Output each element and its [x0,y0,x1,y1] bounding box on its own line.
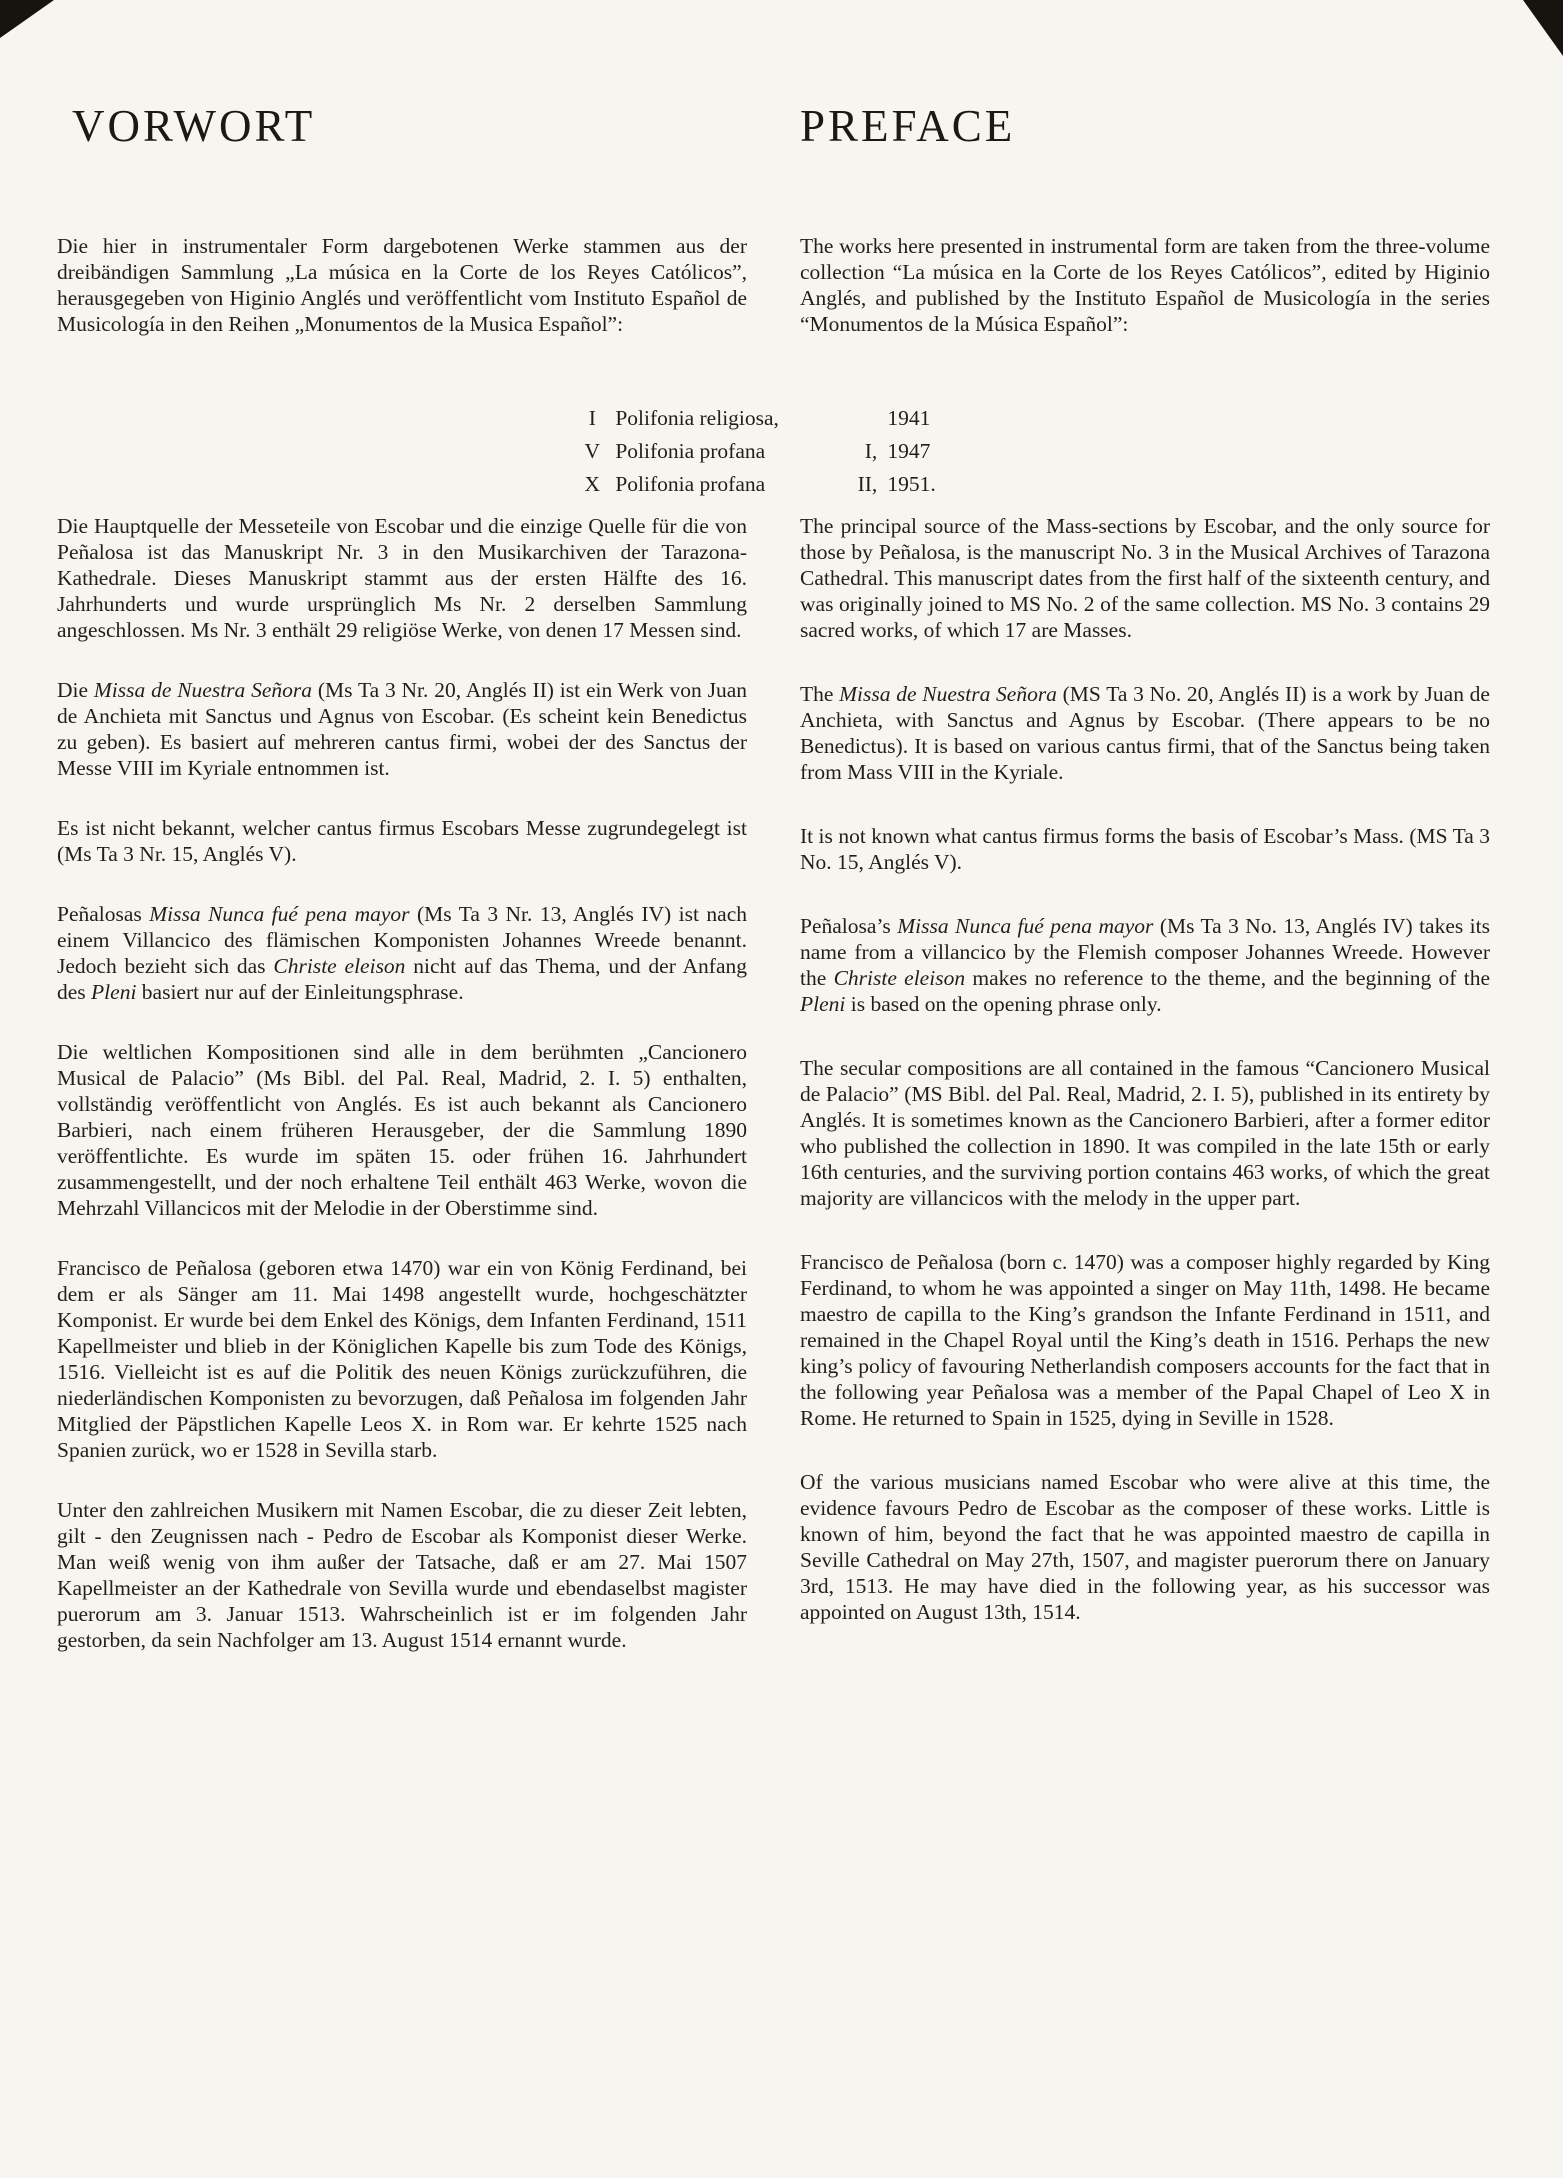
volume-year: 1951. [887,472,936,496]
volume-numeral: V [584,439,601,463]
english-paragraph-missa-nuestra: The Missa de Nuestra Señora (MS Ta 3 No. 20, Anglés II) is a work by Juan de Anchieta, with Sanctus and Agnus by Escobar. (There appears to be no Benedictus). It is based on various cantus firmi, that of the Sanctus being taken from Mass VIII in the Kyriale. [800,682,1490,784]
german-paragraph-penalosa-bio: Francisco de Peñalosa (geboren etwa 1470) war ein von König Ferdinand, bei dem er als Sänger am 11. Mai 1498 angestellt wurde, hochgeschätzter Komponist. Er wurde bei dem Enkel des Königs, dem Infanten Ferdinand, 1511 Kapellmeister und blieb in der Königlichen Kapelle bis zum Tode des Königs, 1516. Vielleicht ist es auf die Politik des neuen Königs zurückzuführen, die niederländischen Komponisten zu bevorzugen, daß Peñalosa im folgenden Jahr Mitglied der Päpstlichen Kapelle Leos X. in Rom war. Er kehrte 1525 nach Spanien zurück, wo er 1528 in Sevilla starb. [57,1256,747,1462]
vorwort-heading: VORWORT [72,101,316,151]
english-paragraph-missa-nunca: Peñalosa’s Missa Nunca fué pena mayor (Ms Ta 3 No. 13, Anglés IV) takes its name from a villancico by the Flemish composer Johannes Wreede. However the Christe eleison makes no reference to the theme, and the beginning of the Pleni is based on the opening phrase only. [800,914,1490,1016]
german-paragraph-escobar-bio: Unter den zahlreichen Musikern mit Namen Escobar, die zu dieser Zeit lebten, gilt - den Zeugnissen nach - Pedro de Escobar als Komponist dieser Werke. Man weiß wenig von ihm außer der Tatsache, daß er am 27. Mai 1507 Kapellmeister an der Kathedrale von Sevilla wurde und ebendaselbst magister puerorum am 3. Januar 1513. Wahrscheinlich ist er im folgenden Jahr gestorben, da sein Nachfolger am 13. August 1514 ernannt wurde. [57,1498,747,1652]
scan-artifact-top-right-corner [1523,0,1563,56]
english-intro-paragraph: The works here presented in instrumental form are taken from the three-volume collection “La música en la Corte de los Reyes Católicos”, edited by Higinio Anglés, and published by the Instituto Español de Musicología in the series “Monumentos de la Música Español”: [800,234,1490,336]
german-paragraph-cantus-firmus: Es ist nicht bekannt, welcher cantus firmus Escobars Messe zugrundegelegt ist (Ms Ta 3 Nr. 15, Anglés V). [57,816,747,866]
english-paragraph-sources: The principal source of the Mass-sections by Escobar, and the only source for those by Peñalosa, is the manuscript No. 3 in the Musical Archives of Tarazona Cathedral. This manuscript dates from the first half of the sixteenth century, and was originally joined to MS No. 2 of the same collection. MS No. 3 contains 29 sacred works, of which 17 are Masses. [800,514,1490,642]
german-intro-column [57,233,747,337]
volume-number: II, [857,472,878,496]
preface-heading: PREFACE [800,101,1016,151]
volume-numeral: X [584,472,601,496]
volume-number [837,402,877,435]
volume-title: Polifonia religiosa, [615,406,779,430]
german-paragraph-cancionero: Die weltlichen Kompositionen sind alle in dem berühmten „Cancionero Musical de Palacio” (Ms Bibl. del Pal. Real, Madrid, 2. I. 5) enthalten, vollständig veröffentlicht von Anglés. Es ist auch bekannt als Cancionero Barbieri, nach einem früheren Herausgeber, der die Sammlung 1890 veröffentlichte. Es wurde im späten 15. oder frühen 16. Jahrhundert zusammengestellt, und der noch erhaltene Teil enthält 463 Werke, wovon die Mehrzahl Villancicos mit der Melodie in der Oberstimme sind. [57,1040,747,1220]
english-paragraph-penalosa-bio: Francisco de Peñalosa (born c. 1470) was a composer highly regarded by King Ferdinand, to whom he was appointed a singer on May 11th, 1498. He became maestro de capilla to the King’s grandson the Infante Ferdinand in 1511, and remained in the Chapel Royal until the King’s death in 1516. Perhaps the new king’s policy of favouring Netherlandish composers accounts for the fact that in the following year Peñalosa was a member of the Papal Chapel of Leo X in Rome. He returned to Spain in 1525, dying in Seville in 1528. [800,1250,1490,1430]
english-text-column [800,513,1490,1625]
english-intro-column [800,233,1490,337]
german-text-column [57,513,747,1653]
volume-title: Polifonia profana [615,439,766,463]
volume-year: 1941 [887,406,931,430]
volume-list [579,402,935,501]
german-paragraph-missa-nuestra: Die Missa de Nuestra Señora (Ms Ta 3 Nr. 20, Anglés II) ist ein Werk von Juan de Anchieta mit Sanctus und Agnus von Escobar. (Es scheint kein Benedictus zu geben). Es basiert auf mehreren cantus firmi, wobei der des Sanctus der Messe VIII im Kyriale entnommen ist. [57,678,747,780]
german-paragraph-missa-nunca: Peñalosas Missa Nunca fué pena mayor (Ms Ta 3 Nr. 13, Anglés IV) ist nach einem Villancico des flämischen Komponisten Johannes Wreede benannt. Jedoch bezieht sich das Christe eleison nicht auf das Thema, und der Anfang des Pleni basiert nur auf der Einleitungsphrase. [57,902,748,1004]
german-intro-paragraph: Die hier in instrumentaler Form dargebotenen Werke stammen aus der dreibändigen Sammlung „La música en la Corte de los Reyes Católicos”, herausgegeben von Higinio Anglés und veröffentlicht vom Instituto Español de Musicología in den Reihen „Monumentos de la Musica Español”: [57,234,747,336]
volume-number: I, [864,439,878,463]
english-paragraph-cantus-firmus: It is not known what cantus firmus forms the basis of Escobar’s Mass. (MS Ta 3 No. 15, Anglés V). [800,824,1490,874]
scan-artifact-top-left-corner [0,0,54,38]
english-paragraph-escobar-bio: Of the various musicians named Escobar who were alive at this time, the evidence favours Pedro de Escobar as the composer of these works. Little is known of him, beyond the fact that he was appointed maestro de capilla in Seville Cathedral on May 27th, 1507, and magister puerorum there on January 3rd, 1513. He may have died in the following year, as his successor was appointed on August 13th, 1514. [800,1470,1490,1624]
volume-year: 1947 [887,439,931,463]
english-paragraph-cancionero: The secular compositions are all contained in the famous “Cancionero Musical de Palacio” (MS Bibl. del Pal. Real, Madrid, 2. I. 5), published in its entirety by Anglés. It is sometimes known as the Cancionero Barbieri, after a former editor who published the collection in 1890. It was compiled in the late 15th or early 16th centuries, and the surviving portion contains 463 works, of which the great majority are villancicos with the melody in the upper part. [800,1056,1490,1210]
volume-title: Polifonia profana [615,472,766,496]
german-paragraph-sources: Die Hauptquelle der Messeteile von Escobar und die einzige Quelle für die von Peñalosa ist das Manuskript Nr. 3 in den Musikarchiven der Tarazona-Kathedrale. Dieses Manuskript stammt aus der ersten Hälfte des 16. Jahrhunderts und wurde ursprünglich Ms Nr. 2 derselben Sammlung angeschlossen. Ms Nr. 3 enthält 29 religiöse Werke, von denen 17 Messen sind. [57,514,747,642]
volume-numeral: I [588,406,596,430]
